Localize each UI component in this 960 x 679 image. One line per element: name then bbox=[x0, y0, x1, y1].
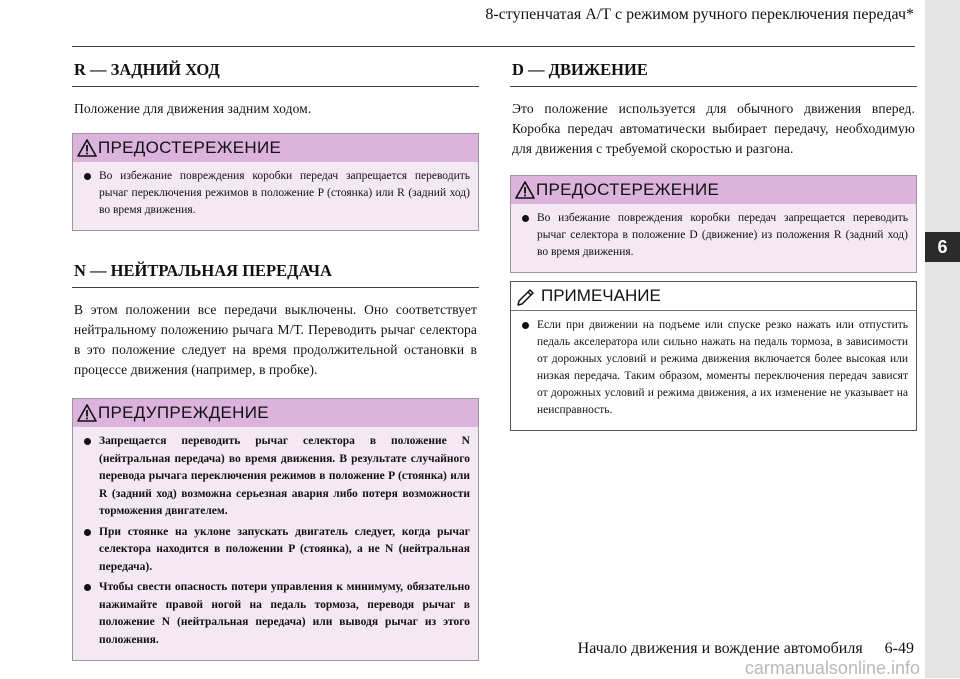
caution-box-1 bbox=[72, 133, 479, 231]
caution-box-2 bbox=[510, 175, 917, 273]
bullet-icon bbox=[84, 438, 91, 445]
warning-header bbox=[73, 399, 478, 427]
note-item bbox=[519, 317, 908, 419]
warning-item bbox=[81, 524, 470, 577]
warning-item-text: Запрещается переводить рычаг селектора в положение N (нейтральная передача) во время движения. В результате случайного перевода рычага переключения режимов в положение P (стоянка) или R (задний ход) возможна серьезная авария либо потеря возможности торможения двигателем. bbox=[99, 435, 470, 517]
caution-item bbox=[81, 168, 470, 219]
page-number: 6-49 bbox=[884, 640, 914, 657]
bullet-icon bbox=[522, 322, 529, 329]
caution-item-text: Во избежание повреждения коробки передач запрещается переводить рычаг переключения режимов в положение P (стоянка) или R (задний ход) во время движения. bbox=[99, 170, 470, 216]
caution-item bbox=[519, 210, 908, 261]
header-rule bbox=[72, 46, 915, 47]
warning-item-text: При стоянке на уклоне запускать двигатель следует, когда рычаг селектора находится в положении P (стоянка), а не N (нейтральная передача). bbox=[99, 525, 470, 573]
caution-item-text: Во избежание повреждения коробки передач запрещается переводить рычаг селектора в положение D (движение) из положения R (задний ход) во время движения. bbox=[537, 212, 908, 258]
page-footer bbox=[440, 640, 914, 658]
warning-triangle-icon bbox=[77, 403, 97, 423]
caution-label: ПРЕДОСТЕРЕЖЕНИЕ bbox=[536, 180, 720, 199]
watermark: carmanualsonline.info bbox=[744, 658, 920, 678]
section-title-n: N — НЕЙТРАЛЬНАЯ ПЕРЕДАЧА bbox=[72, 253, 479, 288]
warning-item-text: Чтобы свести опасность потери управления к минимуму, обязательно нажимайте правой ногой на педаль тормоза, переводя рычаг в положение N (нейтральная передача) или выводя рычаг из этого положения. bbox=[99, 581, 470, 646]
caution-label: ПРЕДОСТЕРЕЖЕНИЕ bbox=[98, 138, 282, 157]
bullet-icon bbox=[84, 173, 91, 180]
warning-triangle-icon bbox=[77, 138, 97, 158]
section-title-d: D — ДВИЖЕНИЕ bbox=[510, 52, 917, 87]
left-column bbox=[72, 52, 479, 661]
chapter-tab: 6 bbox=[925, 232, 960, 262]
caution-header bbox=[511, 176, 916, 204]
footer-section-title: Начало движения и вождение автомобиля bbox=[577, 640, 863, 657]
warning-item bbox=[81, 579, 470, 649]
right-column bbox=[510, 52, 917, 431]
note-header bbox=[511, 282, 916, 311]
caution-header bbox=[73, 134, 478, 162]
bullet-icon bbox=[84, 529, 91, 536]
note-label: ПРИМЕЧАНИЕ bbox=[541, 286, 661, 305]
pencil-icon bbox=[515, 286, 537, 306]
section-text-d: Это положение используется для обычного движения вперед. Коробка передач автоматически выбирает передачу, необходимую для движения с требуемой скоростью и разгона. bbox=[512, 101, 915, 156]
warning-label: ПРЕДУПРЕЖДЕНИЕ bbox=[98, 403, 269, 422]
section-text-r: Положение для движения задним ходом. bbox=[74, 101, 312, 116]
running-header: 8-ступенчатая А/Т с режимом ручного переключения передач* bbox=[485, 6, 914, 23]
warning-item bbox=[81, 433, 470, 521]
bullet-icon bbox=[522, 215, 529, 222]
warning-box bbox=[72, 398, 479, 661]
section-text-n: В этом положении все передачи выключены. Оно соответствует нейтральному положению рычага М/Т. Переводить рычаг селектора в это положение следует на время продолжительной остановки в процессе движения (например, в пробке). bbox=[74, 302, 477, 377]
warning-triangle-icon bbox=[515, 180, 535, 200]
section-title-r: R — ЗАДНИЙ ХОД bbox=[72, 52, 479, 87]
bullet-icon bbox=[84, 584, 91, 591]
note-item-text: Если при движении на подъеме или спуске резко нажать или отпустить педаль акселератора или сильно нажать на педаль тормоза, в зависимости от дорожных условий и режима движения включается более высокая или низкая передача. Таким образом, моменты переключения передач зависят от дорожных условий и режима движения, а их изменение не указывает на неисправность. bbox=[537, 319, 908, 416]
chapter-sidebar bbox=[925, 0, 960, 678]
note-box bbox=[510, 281, 917, 431]
